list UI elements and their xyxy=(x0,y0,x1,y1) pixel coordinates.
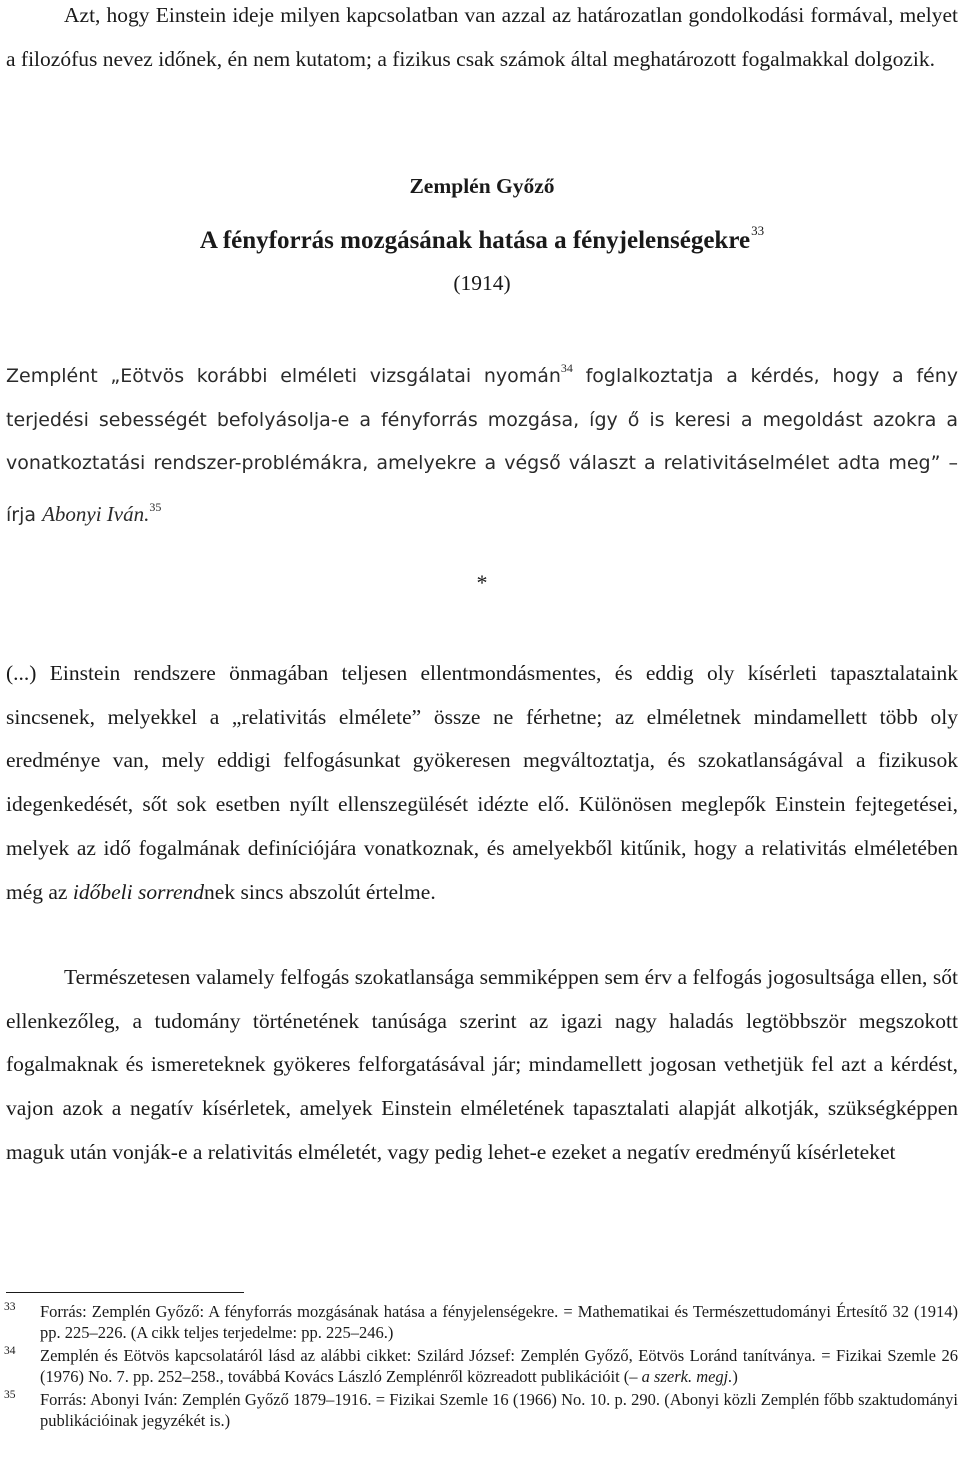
footnote-34 xyxy=(6,1346,958,1387)
footnote-ref-33: 33 xyxy=(751,223,765,238)
section-separator: * xyxy=(476,570,488,595)
footnote-35 xyxy=(6,1390,958,1431)
main-paragraph-1-text-b: nek sincs abszolút értelme. xyxy=(204,879,436,904)
footnote-33 xyxy=(6,1302,958,1343)
abstract-part-2: foglalkoztatja a kérdés, hogy a fény terjedési sebességét befolyásolja-e a fényforrás mozgása, így ő is keresi a megoldást azokra a vonatkoztatási rendszer-problémákra, amelyekre a végső választ a relativitáselmélet adta meg” – írja xyxy=(6,365,958,527)
main-paragraph-1 xyxy=(6,652,958,914)
footnote-text-a: Zemplén és Eötvös kapcsolatáról lásd az alábbi cikket: Szilárd József: Zemplén Győző, Eötvös Loránd tanítványa. = Fizikai Szemle 26 (1976) No. 7. pp. 252–258., továbbá Kovács László Zemplénről közreadott publikációit (– xyxy=(40,1346,958,1386)
footnote-number: 35 xyxy=(4,1389,16,1402)
main-paragraph-1-text-a: (...) Einstein rendszere önmagában teljesen ellentmondásmentes, és eddig oly kísérleti tapasztalataink sincsenek, melyekkel a „relativitás elmélete” össze ne férhetne; az elméletnek mindamellett több oly eredménye van, mely eddigi felfogásunkat gyökeresen megváltoztatja, és szokatlanságával a fizikusok idegenkedését, sőt sok esetben nyílt ellenszegülését idézte elő. Különösen meglepők Einstein fejtegetései, melyek az idő fogalmának definíciójára vonatkoznak, és amelyekből kitűnik, hogy a relativitás elméletében még az xyxy=(6,661,958,904)
footnote-number: 34 xyxy=(4,1345,16,1358)
article-title-text: A fényforrás mozgásának hatása a fényjelenségekre xyxy=(199,227,751,254)
main-paragraph-2: Természetesen valamely felfogás szokatlansága semmiképpen sem érv a felfogás jogosultsága ellen, sőt ellenkezőleg, a tudomány történetének tanúsága szerint az igazi nagy haladás legtöbbször megszokott fogalmaknak és ismereteknek gyökeres felforgatásával jár; mindamellett jogosan vethetjük fel azt a kérdést, vajon azok a negatív kísérletek, amelyek Einstein elméletének tapasztalati alapját alkotják, szükségképpen maguk után vonják-e a relativitás elméletét, vagy pedig lehet-e ezeket a negatív eredményű kísérleteket xyxy=(6,965,958,1164)
main-paragraph-1-emphasis: időbeli sorrend xyxy=(72,879,205,904)
abstract-paragraph xyxy=(6,347,958,538)
footnote-number: 33 xyxy=(4,1301,16,1313)
footnotes xyxy=(6,1302,958,1435)
footnote-ref-34: 34 xyxy=(560,361,573,375)
article-author: Zemplén Győző xyxy=(409,174,555,198)
article-title xyxy=(6,211,958,261)
footnote-text: Forrás: Zemplén Győző: A fényforrás mozgásának hatása a fényjelenségekre. = Mathematikai és Természettudományi Értesítő 32 (1914) pp. 225–226. (A cikk teljes terjedelme: pp. 225–246.) xyxy=(40,1302,958,1342)
footnote-ref-35: 35 xyxy=(149,500,162,515)
footnote-text: Forrás: Abonyi Iván: Zemplén Győző 1879–1916. = Fizikai Szemle 16 (1966) No. 10. p. 290. (Abonyi közli Zemplén főbb szaktudományi publikációinak jegyzékét is.) xyxy=(40,1390,958,1430)
abstract-part-1: Zemplént „Eötvös korábbi elméleti vizsgálatai nyomán xyxy=(6,365,561,387)
footnote-emphasis: a szerk. megj. xyxy=(641,1366,733,1386)
footnote-divider xyxy=(6,1292,244,1293)
footnote-text-b: ) xyxy=(732,1366,738,1386)
article-year: (1914) xyxy=(453,271,511,295)
intro-paragraph: Azt, hogy Einstein ideje milyen kapcsolatban van azzal az határozatlan gondolkodási formával, melyet a filozófus nevez időnek, én nem kutatom; a fizikus csak számok által meghatározott fogalmakkal dolgozik. xyxy=(6,3,958,71)
abstract-attribution: Abonyi Iván. xyxy=(42,502,150,527)
